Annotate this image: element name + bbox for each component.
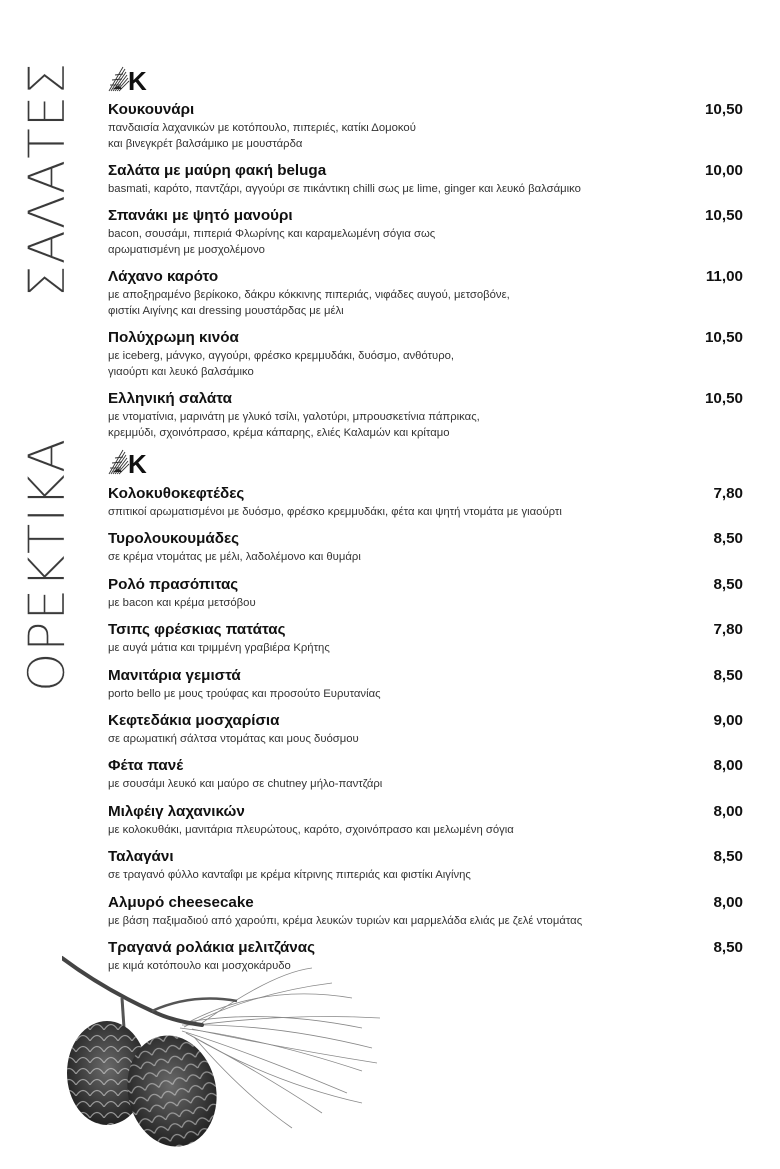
- menu-item-description: με iceberg, μάνγκο, αγγούρι, φρέσκο κρεμμυδάκι, δυόσμο, ανθότυρο,: [108, 350, 455, 362]
- menu-item-price: 8,50: [713, 848, 743, 866]
- restaurant-logo: [107, 63, 153, 93]
- menu-item-description: bacon, σουσάμι, πιπεριά Φλωρίνης και καραμελωμένη σόγια σως: [108, 228, 436, 240]
- menu-item: [108, 206, 743, 258]
- menu-item-description: αρωματισμένη με μοσχολέμονο: [108, 244, 265, 256]
- menu-item-name: Πολύχρωμη κινόα: [108, 329, 239, 346]
- menu-item: [108, 328, 743, 380]
- menu-item-description: με αποξηραμένο βερίκοκο, δάκρυ κόκκινης πιπεριάς, νιφάδες αυγού, μετσοβόνε,: [108, 289, 510, 301]
- menu-item-description: πανδαισία λαχανικών με κοτόπουλο, πιπεριές, κατίκι Δομοκού: [108, 122, 416, 134]
- menu-item: [108, 100, 743, 152]
- menu-item-price: 8,50: [713, 666, 743, 684]
- menu-item: [108, 267, 743, 319]
- menu-item-price: 7,80: [713, 621, 743, 639]
- menu-item-description: γιαούρτι και λευκό βαλσάμικο: [108, 366, 254, 378]
- menu-item: [108, 484, 743, 520]
- menu-item-price: 9,00: [713, 711, 743, 729]
- menu-item-name: Σπανάκι με ψητό μανούρι: [108, 207, 293, 224]
- menu-item-price: 11,00: [705, 268, 743, 285]
- menu-item-name: Μανιτάρια γεμιστά: [108, 666, 241, 684]
- menu-item: [108, 666, 743, 702]
- menu-item-price: 8,00: [713, 802, 743, 820]
- menu-item-description: με bacon και κρέμα μετσόβου: [108, 596, 256, 609]
- menu-item-description: με αυγά μάτια και τριμμένη γραβιέρα Κρήτης: [108, 642, 330, 655]
- section-title-appetizers: ΟΡΕΚΤΙΚΑ: [18, 437, 76, 692]
- menu-item-name: Αλμυρό cheesecake: [108, 893, 254, 911]
- menu-item: [108, 802, 743, 838]
- menu-item-description: με βάση παξιμαδιού από χαρούπι, κρέμα λευκών τυριών και μαρμελάδα ελιάς με ζελέ ντομάτας: [108, 914, 583, 927]
- menu-item-price: 10,00: [704, 162, 743, 179]
- menu-item-description: σπιτικοί αρωματισμένοι με δυόσμο, φρέσκο κρεμμυδάκι, φέτα και ψητή ντομάτα με γιαούρτι: [108, 506, 562, 518]
- menu-item-description: με κολοκυθάκι, μανιτάρια πλευρώτους, καρότο, σχοινόπρασο και μελωμένη σόγια: [108, 823, 514, 836]
- menu-item-description: porto bello με μους τρούφας και προσούτο Ευρυτανίας: [108, 687, 381, 700]
- menu-item-name: Κουκουνάρι: [108, 101, 195, 118]
- menu-item-description: σε τραγανό φύλλο κανταΐφι με κρέμα κίτρινης πιπεριάς και φιστίκι Αιγίνης: [108, 869, 471, 882]
- logo-letter: K: [128, 449, 147, 476]
- restaurant-logo: [107, 446, 153, 476]
- menu-item: [108, 620, 743, 656]
- menu-item-description: με σουσάμι λευκό και μαύρο σε chutney μήλο-παντζάρι: [108, 778, 383, 791]
- menu-item: [108, 161, 743, 197]
- menu-item-price: 10,50: [704, 207, 743, 224]
- menu-item-name: Κεφτεδάκια μοσχαρίσια: [108, 711, 280, 729]
- menu-item: [108, 711, 743, 747]
- menu-item-price: 8,50: [713, 530, 743, 548]
- menu-item-price: 7,80: [713, 485, 743, 502]
- menu-item-name: Σαλάτα με μαύρη φακή beluga: [108, 162, 327, 179]
- menu-item-name: Λάχανο καρότο: [108, 268, 219, 285]
- menu-item-description: basmati, καρότο, παντζάρι, αγγούρι σε πικάντικη chilli σως με lime, ginger και λευκό βαλσάμικο: [108, 183, 581, 195]
- menu-item-price: 8,50: [713, 938, 743, 956]
- menu-item: [108, 529, 743, 565]
- menu-item: [108, 575, 743, 611]
- menu-item-description: με κιμά κοτόπουλο και μοσχοκάρυδο: [108, 959, 291, 972]
- menu-item-name: Φέτα πανέ: [108, 757, 184, 775]
- appetizers-menu-section: [108, 484, 743, 983]
- menu-item-price: 8,00: [713, 757, 743, 775]
- menu-item-description: κρεμμύδι, σχοινόπρασο, κρέμα κάπαρης, ελιές Καλαμών και κρίταμο: [108, 427, 450, 439]
- menu-item-name: Ταλαγάνι: [108, 848, 174, 866]
- pinecone-illustration: [62, 953, 382, 1153]
- menu-item-price: 10,50: [704, 390, 743, 407]
- menu-item-description: και βινεγκρέτ βαλσάμικο με μουστάρδα: [108, 138, 303, 150]
- menu-item-name: Τσιπς φρέσκιας πατάτας: [108, 621, 286, 639]
- menu-item-description: με ντοματίνια, μαρινάτη με γλυκό τσίλι, γαλοτύρι, μπρουσκετίνια πάπρικας,: [108, 411, 480, 423]
- menu-item-price: 10,50: [704, 329, 743, 346]
- menu-item-description: σε κρέμα ντομάτας με μέλι, λαδολέμονο και θυμάρι: [108, 551, 361, 564]
- menu-item-description: φιστίκι Αιγίνης και dressing μουστάρδας με μέλι: [108, 305, 344, 317]
- menu-item: [108, 756, 743, 792]
- menu-item-name: Τυρολουκουμάδες: [108, 530, 240, 548]
- menu-item-name: Τραγανά ρολάκια μελιτζάνας: [108, 938, 315, 956]
- menu-item-price: 10,50: [704, 101, 743, 118]
- menu-item-name: Ρολό πρασόπιτας: [108, 575, 239, 593]
- menu-item: [108, 893, 743, 929]
- menu-item: [108, 389, 743, 441]
- section-title-salads: ΣΑΛΑΤΕΣ: [18, 62, 76, 297]
- menu-item-name: Ελληνική σαλάτα: [108, 390, 232, 407]
- menu-item-price: 8,00: [713, 893, 743, 911]
- menu-item-price: 8,50: [713, 575, 743, 593]
- salads-menu-section: [108, 100, 743, 450]
- menu-item-name: Κολοκυθοκεφτέδες: [108, 485, 245, 502]
- menu-item: [108, 847, 743, 883]
- menu-item-name: Μιλφέιγ λαχανικών: [108, 802, 245, 820]
- menu-item-description: σε αρωματική σάλτσα ντομάτας και μους δυόσμου: [108, 732, 359, 745]
- logo-letter: K: [128, 66, 147, 93]
